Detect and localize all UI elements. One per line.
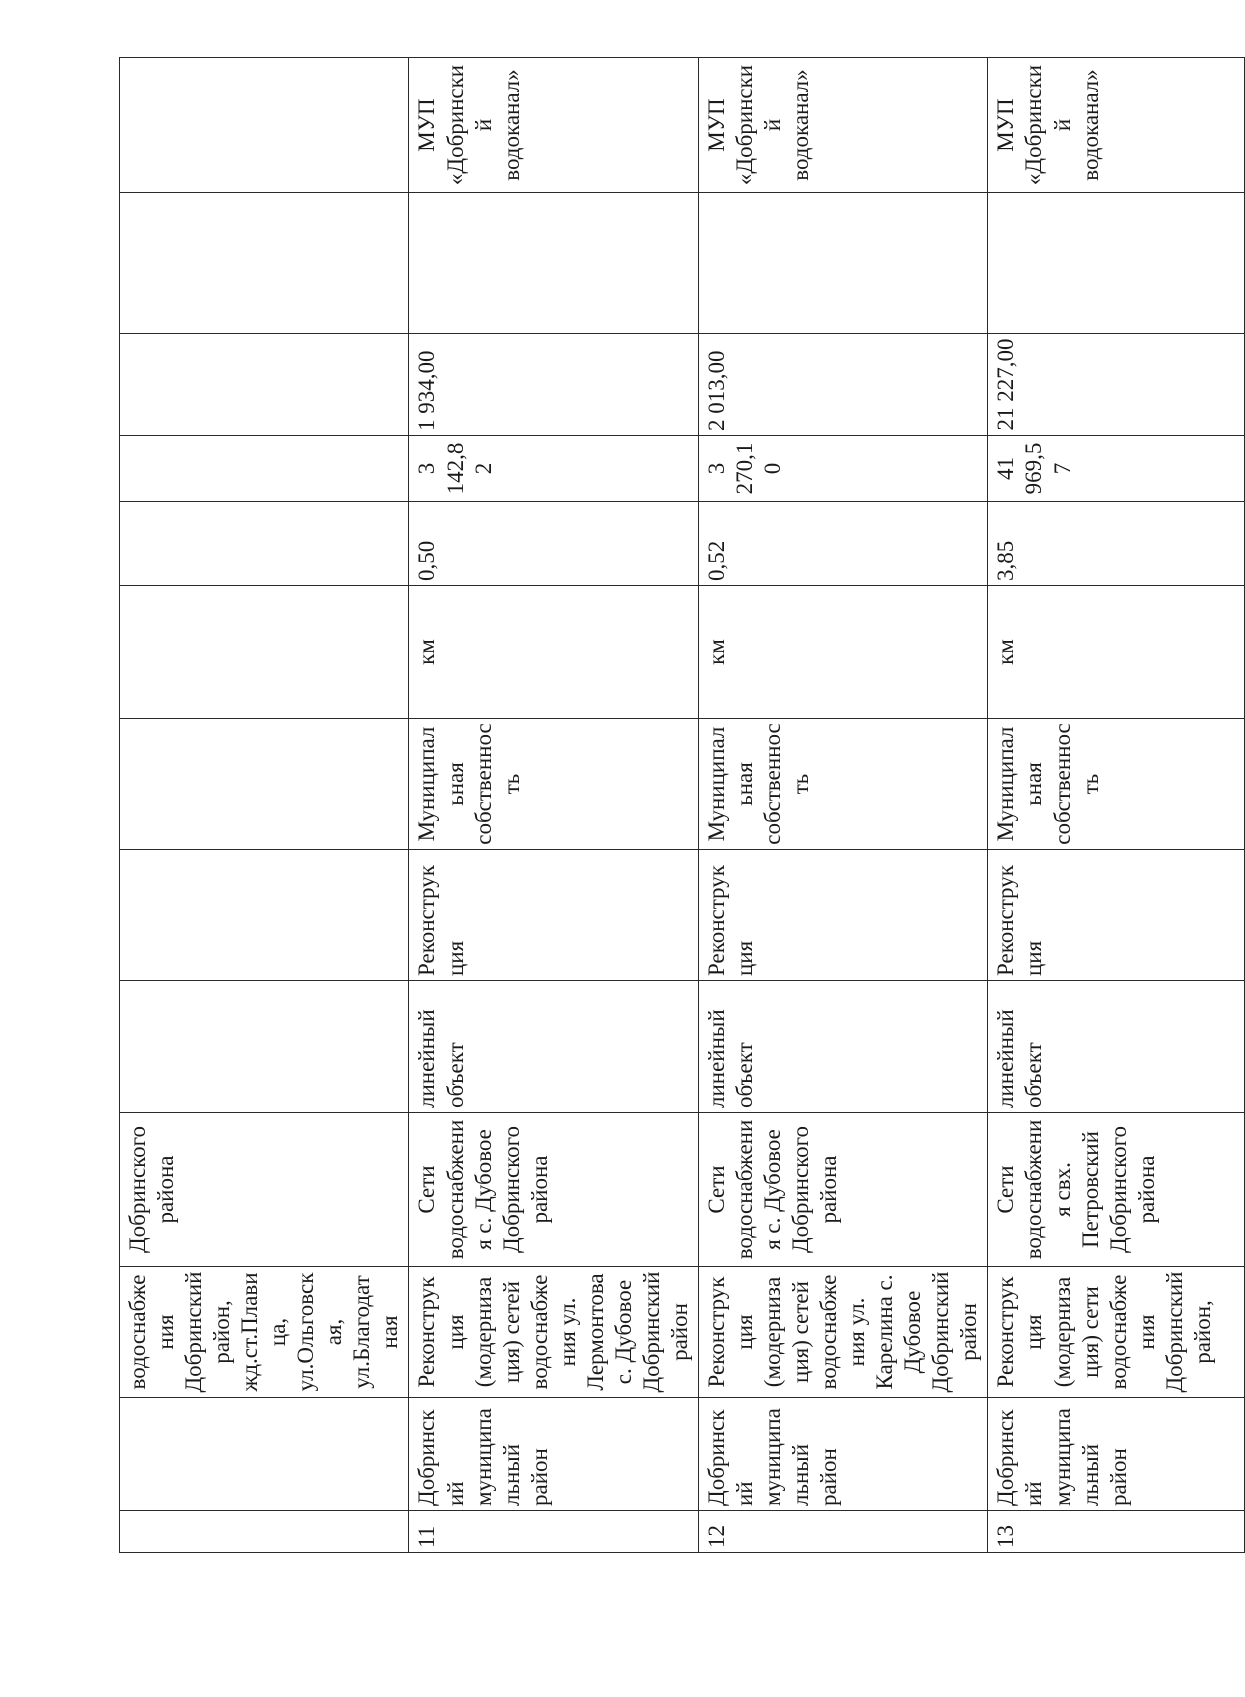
cell-ownership bbox=[120, 719, 409, 850]
table-row bbox=[988, 58, 1245, 1553]
cell-operator: МУП «Добринский водоканал» bbox=[698, 58, 987, 193]
cell-number: 13 bbox=[988, 1511, 1245, 1553]
cell-object-name: Сети водоснабжения свх. Петровский Добринского района bbox=[988, 1113, 1245, 1267]
cell-operator: МУП «Добринский водоканал» bbox=[409, 58, 698, 193]
cell-operator: МУП «Добринский водоканал» bbox=[988, 58, 1245, 193]
cell-work-type: Реконструкция bbox=[988, 850, 1245, 981]
cell-work-type: Реконструкция bbox=[698, 850, 987, 981]
cell-address: Реконструкция (модернизация) сетей водоснабжения ул. Лермонтова с. Дубовое Добринский район bbox=[409, 1267, 698, 1398]
cell-number: 11 bbox=[409, 1511, 698, 1553]
cell-municipality: Добринский муниципальный район bbox=[988, 1398, 1245, 1511]
cell-unit: км bbox=[698, 586, 987, 719]
rotated-table-container bbox=[119, 58, 1215, 1553]
cell-object-name: Сети водоснабжения с. Дубовое Добринского района bbox=[409, 1113, 698, 1267]
cell-number: 12 bbox=[698, 1511, 987, 1553]
cell-extra bbox=[988, 193, 1245, 334]
cell-unit: км bbox=[988, 586, 1245, 719]
cell-municipality: Добринский муниципальный район bbox=[698, 1398, 987, 1511]
cell-extra bbox=[120, 193, 409, 334]
cell-value: 21 227,00 bbox=[988, 334, 1245, 436]
cell-cost: 41 969,57 bbox=[988, 436, 1245, 502]
cell-ownership: Муниципальная собственность bbox=[698, 719, 987, 850]
cell-ownership: Муниципальная собственность bbox=[409, 719, 698, 850]
cell-length: 0,52 bbox=[698, 502, 987, 586]
cell-cost bbox=[120, 436, 409, 502]
cell-length bbox=[120, 502, 409, 586]
cell-length: 0,50 bbox=[409, 502, 698, 586]
cell-ownership: Муниципальная собственность bbox=[988, 719, 1245, 850]
cell-object-name: Сети водоснабжения с. Дубовое Добринского района bbox=[698, 1113, 987, 1267]
cell-object-type: линейный объект bbox=[409, 981, 698, 1113]
cell-length: 3,85 bbox=[988, 502, 1245, 586]
cell-cost: 3 270,10 bbox=[698, 436, 987, 502]
cell-address: водоснабжения Добринский район, жд.ст.Плавица, ул.Ольговская, ул.Благодатная bbox=[120, 1267, 409, 1398]
cell-object-name: Добринского района bbox=[120, 1113, 409, 1267]
cell-unit bbox=[120, 586, 409, 719]
cell-extra bbox=[698, 193, 987, 334]
table-row bbox=[409, 58, 698, 1553]
cell-object-type: линейный объект bbox=[988, 981, 1245, 1113]
cell-unit: км bbox=[409, 586, 698, 719]
table-row bbox=[698, 58, 987, 1553]
cell-municipality: Добринский муниципальный район bbox=[409, 1398, 698, 1511]
table-row-continued bbox=[120, 58, 409, 1553]
cell-work-type: Реконструкция bbox=[409, 850, 698, 981]
cell-number bbox=[120, 1511, 409, 1553]
cell-municipality bbox=[120, 1398, 409, 1511]
cell-object-type bbox=[120, 981, 409, 1113]
cell-operator bbox=[120, 58, 409, 193]
cell-address: Реконструкция (модернизация) сети водоснабжения Добринский район, bbox=[988, 1267, 1245, 1398]
cell-value bbox=[120, 334, 409, 436]
cell-value: 1 934,00 bbox=[409, 334, 698, 436]
cell-extra bbox=[409, 193, 698, 334]
cell-cost: 3 142,82 bbox=[409, 436, 698, 502]
cell-address: Реконструкция (модернизация) сетей водоснабжения ул. Карелина с. Дубовое Добринский район bbox=[698, 1267, 987, 1398]
water-supply-table bbox=[119, 57, 1245, 1553]
cell-work-type bbox=[120, 850, 409, 981]
cell-object-type: линейный объект bbox=[698, 981, 987, 1113]
cell-value: 2 013,00 bbox=[698, 334, 987, 436]
